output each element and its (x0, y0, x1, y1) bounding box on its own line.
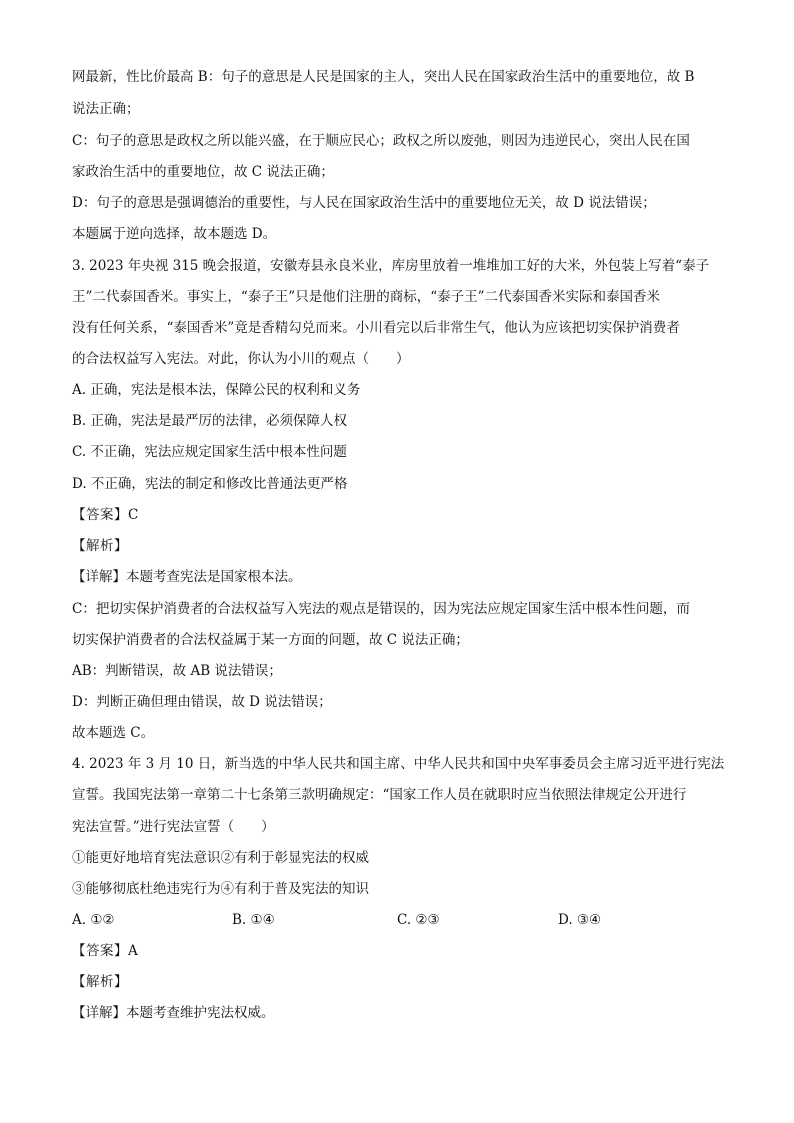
option-c: C. ②③ (397, 912, 440, 928)
question-3-stem: 没有任何关系，“泰国香米”竟是香精勾兑而来。小川看完以后非常生气，他认为应该把切实保护消费者 (72, 320, 680, 336)
text-line: 切实保护消费者的合法权益属于某一方面的问题，故 C 说法正确； (72, 632, 469, 648)
option-a: A. 正确，宪法是根本法，保障公民的权利和义务 (72, 382, 361, 398)
text-line: C：把切实保护消费者的合法权益写入宪法的观点是错误的，因为宪法应规定国家生活中根本性问题，而 (72, 601, 690, 617)
text-line: 本题属于逆向选择，故本题选 D。 (72, 226, 277, 242)
detail-text: 【详解】本题考查宪法是国家根本法。 (72, 569, 302, 585)
text-line: C：句子的意思是政权之所以能兴盛，在于顺应民心；政权之所以废弛，则因为违逆民心，突出人民在国 (72, 133, 690, 149)
analysis-label: 【解析】 (72, 974, 128, 990)
text-line: D：判断正确但理由错误，故 D 说法错误； (72, 694, 332, 710)
question-3-stem: 的合法权益写入宪法。对此，你认为小川的观点（ ） (72, 351, 410, 367)
text-line: 说法正确； (72, 101, 140, 117)
detail-text: 【详解】本题考查维护宪法权威。 (72, 1005, 275, 1021)
statement-line: ③能够彻底杜绝违宪行为④有利于普及宪法的知识 (72, 881, 369, 897)
text-line: 网最新，性比价最高 B：句子的意思是人民是国家的主人，突出人民在国家政治生活中的重要地位，故 B (72, 69, 695, 85)
option-a: A. ①② (72, 912, 115, 928)
text-line: AB：判断错误，故 AB 说法错误； (72, 663, 282, 679)
question-4-stem: 宪法宣誓。”进行宪法宣誓（ ） (72, 819, 275, 835)
text-line: 家政治生活中的重要地位，故 C 说法正确； (72, 164, 334, 180)
option-b: B. 正确，宪法是最严厉的法律，必须保障人权 (72, 413, 348, 429)
text-line: 故本题选 C。 (72, 725, 155, 741)
option-d: D. 不正确，宪法的制定和修改比普通法更严格 (72, 476, 348, 492)
option-b: B. ①④ (232, 912, 275, 928)
analysis-label: 【解析】 (72, 538, 128, 554)
option-c: C. 不正确，宪法应规定国家生活中根本性问题 (72, 444, 347, 460)
question-4-stem: 4. 2023 年 3 月 10 日，新当选的中华人民共和国主席、中华人民共和国中央军事委员会主席习近平进行宪法 (72, 756, 725, 772)
question-3-stem: 王”二代泰国香米。事实上，“泰子王”只是他们注册的商标，“泰子王”二代泰国香米实际和泰国香米 (72, 289, 661, 305)
answer-label: 【答案】C (72, 507, 139, 523)
statement-line: ①能更好地培育宪法意识②有利于彰显宪法的权威 (72, 850, 369, 866)
question-4-stem: 宣誓。我国宪法第一章第二十七条第三款明确规定：“国家工作人员在就职时应当依照法律规定公开进行 (72, 787, 687, 803)
option-d: D. ③④ (558, 912, 602, 928)
text-line: D：句子的意思是强调德治的重要性，与人民在国家政治生活中的重要地位无关，故 D 说法错误； (72, 195, 656, 211)
question-3-stem: 3. 2023 年央视 315 晚会报道，安徽寿县永良米业，库房里放着一堆堆加工好的大米，外包装上写着“泰子 (72, 258, 710, 274)
answer-label: 【答案】A (72, 943, 139, 959)
